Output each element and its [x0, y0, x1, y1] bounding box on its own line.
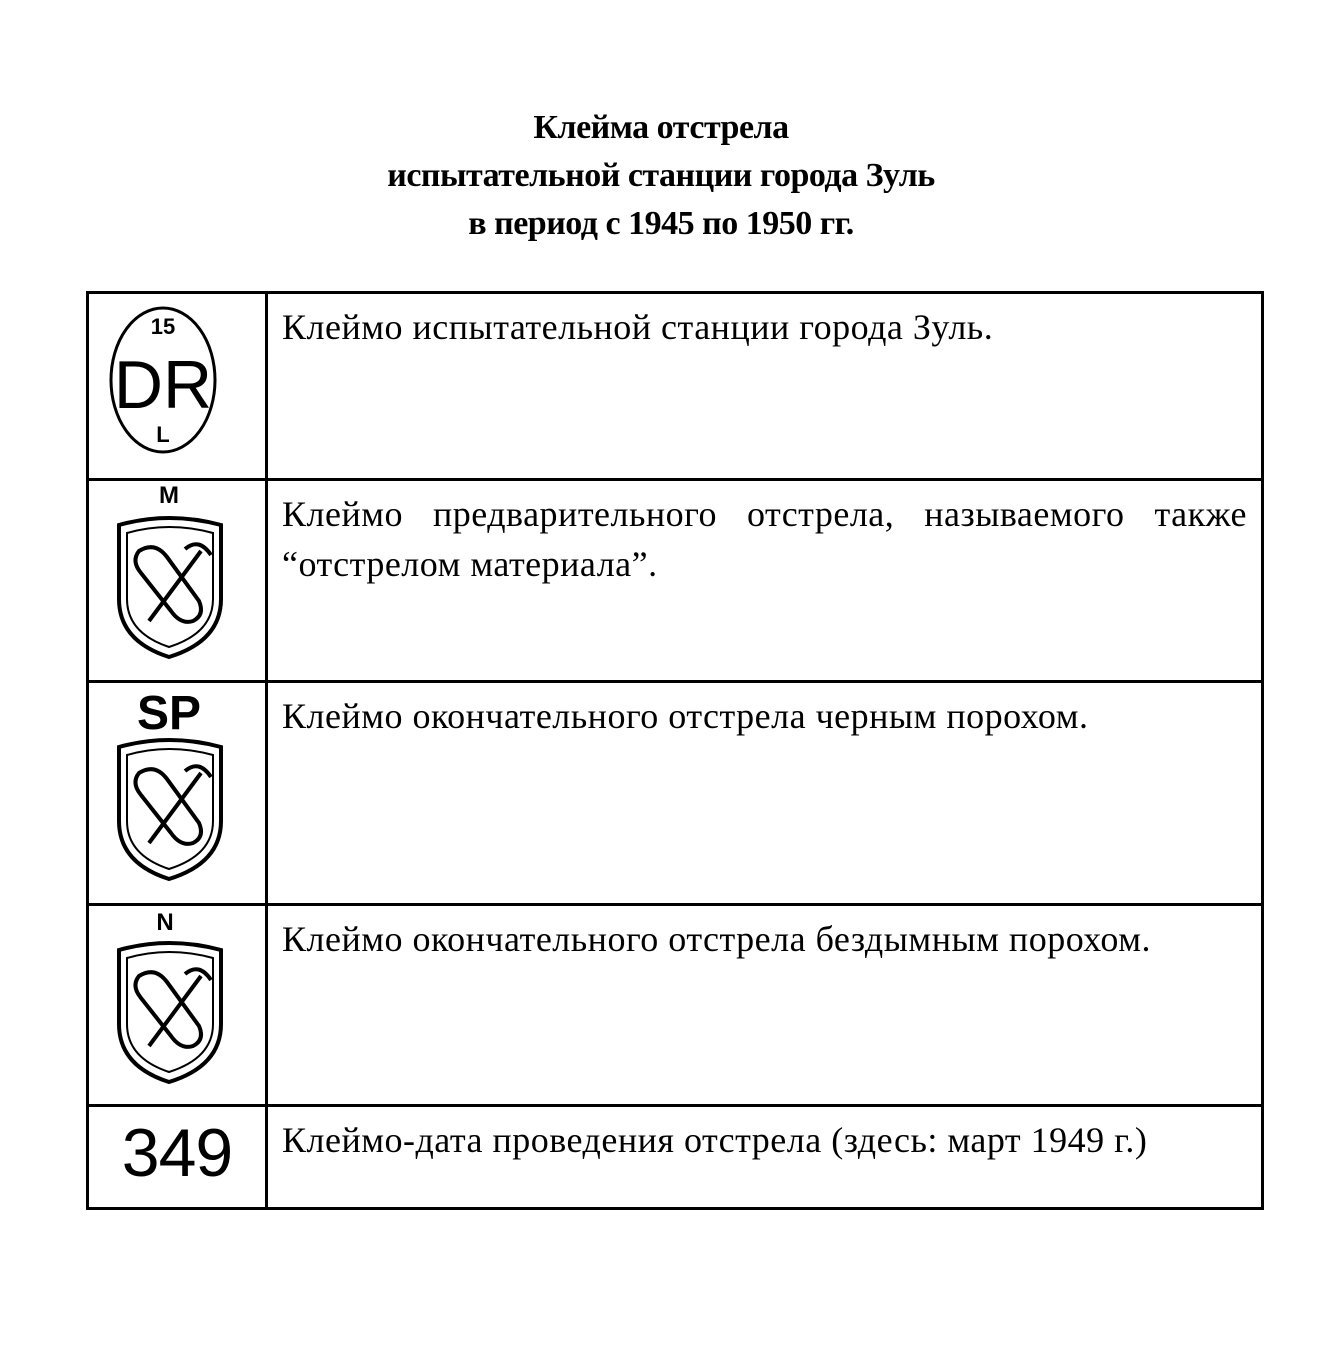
- table-row: [88, 682, 1263, 905]
- mark-cell: [88, 905, 267, 1106]
- stamp-top-number: 15: [150, 314, 176, 339]
- shield-n-stamp-icon: [89, 906, 265, 1096]
- oval-dr-stamp-icon: [89, 294, 265, 470]
- title-line-3: в период с 1945 по 1950 гг.: [468, 205, 854, 242]
- shield-letter: N: [156, 909, 174, 936]
- description-cell: Клеймо испытательной станции города Зуль.: [267, 293, 1263, 480]
- title-line-2: испытательной станции города Зуль: [387, 157, 935, 194]
- table-row: [88, 1106, 1263, 1209]
- table-row: [88, 293, 1263, 480]
- date-stamp: 349: [88, 1106, 267, 1209]
- title-line-1: Клейма отстрела: [533, 109, 789, 146]
- mark-cell: [88, 480, 267, 682]
- page-title: [0, 104, 1322, 248]
- mark-cell: [88, 682, 267, 905]
- description-cell: Клеймо окончательного отстрела черным порохом.: [267, 682, 1263, 905]
- stamp-bottom-letter: L: [156, 422, 170, 447]
- mark-cell: [88, 293, 267, 480]
- shield-m-stamp-icon: [89, 481, 265, 672]
- shield-sp-stamp-icon: [89, 683, 265, 895]
- description-cell: Клеймо предварительного отстрела, называемого также “отстрелом материала”.: [267, 480, 1263, 682]
- shield-letter: SP: [136, 687, 202, 740]
- proof-marks-table: [86, 291, 1264, 1210]
- stamp-main-letters: DR: [113, 347, 213, 423]
- shield-letter: M: [159, 482, 179, 509]
- description-cell: Клеймо окончательного отстрела бездымным порохом.: [267, 905, 1263, 1106]
- table-row: [88, 480, 1263, 682]
- table-row: [88, 905, 1263, 1106]
- description-cell: Клеймо-дата проведения отстрела (здесь: март 1949 г.): [267, 1106, 1263, 1209]
